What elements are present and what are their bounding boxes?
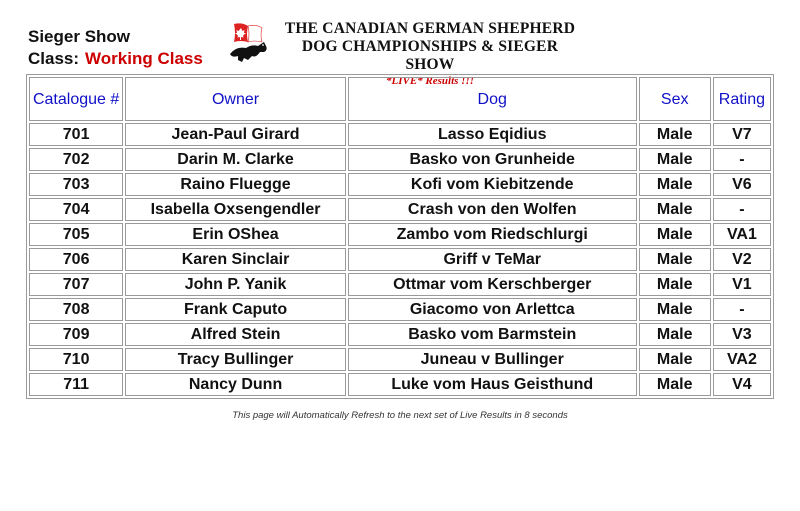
owner-cell: Erin OShea [125, 223, 346, 246]
catalogue-cell: 706 [29, 248, 123, 271]
rating-cell: V4 [713, 373, 771, 396]
rating-cell: - [713, 198, 771, 221]
header-owner: Owner [125, 77, 346, 121]
sex-cell: Male [639, 348, 711, 371]
rating-cell: V7 [713, 123, 771, 146]
sex-cell: Male [639, 373, 711, 396]
owner-cell: Tracy Bullinger [125, 348, 346, 371]
catalogue-cell: 711 [29, 373, 123, 396]
owner-cell: Karen Sinclair [125, 248, 346, 271]
sex-cell: Male [639, 323, 711, 346]
table-row [29, 248, 771, 271]
dog-cell: Juneau v Bullinger [348, 348, 637, 371]
sex-cell: Male [639, 223, 711, 246]
dog-cell: Kofi vom Kiebitzende [348, 173, 637, 196]
table-row [29, 373, 771, 396]
owner-cell: Jean-Paul Girard [125, 123, 346, 146]
table-row [29, 348, 771, 371]
owner-cell: Isabella Oxsengendler [125, 198, 346, 221]
table-row [29, 123, 771, 146]
dog-cell: Ottmar vom Kerschberger [348, 273, 637, 296]
rating-cell: VA2 [713, 348, 771, 371]
table-row [29, 323, 771, 346]
sex-cell: Male [639, 123, 711, 146]
dog-cell: Lasso Eqidius [348, 123, 637, 146]
banner-line-1: THE CANADIAN GERMAN SHEPHERD [284, 20, 576, 37]
catalogue-cell: 702 [29, 148, 123, 171]
dog-cell: Crash von den Wolfen [348, 198, 637, 221]
sex-cell: Male [639, 248, 711, 271]
catalogue-cell: 703 [29, 173, 123, 196]
dog-cell: Basko von Grunheide [348, 148, 637, 171]
results-table [26, 74, 774, 399]
owner-cell: Nancy Dunn [125, 373, 346, 396]
rating-cell: V3 [713, 323, 771, 346]
class-label: Class: [28, 49, 80, 68]
catalogue-cell: 705 [29, 223, 123, 246]
sex-cell: Male [639, 198, 711, 221]
catalogue-cell: 709 [29, 323, 123, 346]
sex-cell: Male [639, 148, 711, 171]
show-title: Sieger Show [28, 27, 131, 46]
dog-cell: Giacomo von Arlettca [348, 298, 637, 321]
auto-refresh-notice: This page will Automatically Refresh to the next set of Live Results in 8 seconds [232, 410, 568, 421]
banner-live-results: *LIVE* Results !!! [385, 75, 475, 87]
dog-cell: Griff v TeMar [348, 248, 637, 271]
catalogue-cell: 704 [29, 198, 123, 221]
table-row [29, 273, 771, 296]
rating-cell: V2 [713, 248, 771, 271]
owner-cell: John P. Yanik [125, 273, 346, 296]
class-name: Working Class [85, 49, 203, 68]
dog-cell: Basko vom Barmstein [348, 323, 637, 346]
sex-cell: Male [639, 298, 711, 321]
rating-cell: VA1 [713, 223, 771, 246]
header-catalogue: Catalogue # [29, 77, 123, 121]
header-rating: Rating [713, 77, 771, 121]
show-info [28, 26, 203, 70]
rating-cell: V6 [713, 173, 771, 196]
dog-cell: Luke vom Haus Geisthund [348, 373, 637, 396]
owner-cell: Raino Fluegge [125, 173, 346, 196]
table-row [29, 198, 771, 221]
banner-line-2: DOG CHAMPIONSHIPS & SIEGER SHOW [301, 38, 559, 73]
table-row [29, 298, 771, 321]
owner-cell: Alfred Stein [125, 323, 346, 346]
catalogue-cell: 708 [29, 298, 123, 321]
class-line [28, 48, 203, 70]
owner-cell: Frank Caputo [125, 298, 346, 321]
results-body [29, 123, 771, 396]
sex-cell: Male [639, 273, 711, 296]
sex-cell: Male [639, 173, 711, 196]
header-sex: Sex [639, 77, 711, 121]
rating-cell: V1 [713, 273, 771, 296]
table-row [29, 173, 771, 196]
canada-flag-shepherd-logo-icon [226, 20, 272, 66]
header-dog: Dog [348, 77, 637, 121]
catalogue-cell: 701 [29, 123, 123, 146]
rating-cell: - [713, 148, 771, 171]
catalogue-cell: 707 [29, 273, 123, 296]
rating-cell: - [713, 298, 771, 321]
dog-cell: Zambo vom Riedschlurgi [348, 223, 637, 246]
table-row [29, 148, 771, 171]
header-row [29, 77, 771, 121]
owner-cell: Darin M. Clarke [125, 148, 346, 171]
table-row [29, 223, 771, 246]
catalogue-cell: 710 [29, 348, 123, 371]
